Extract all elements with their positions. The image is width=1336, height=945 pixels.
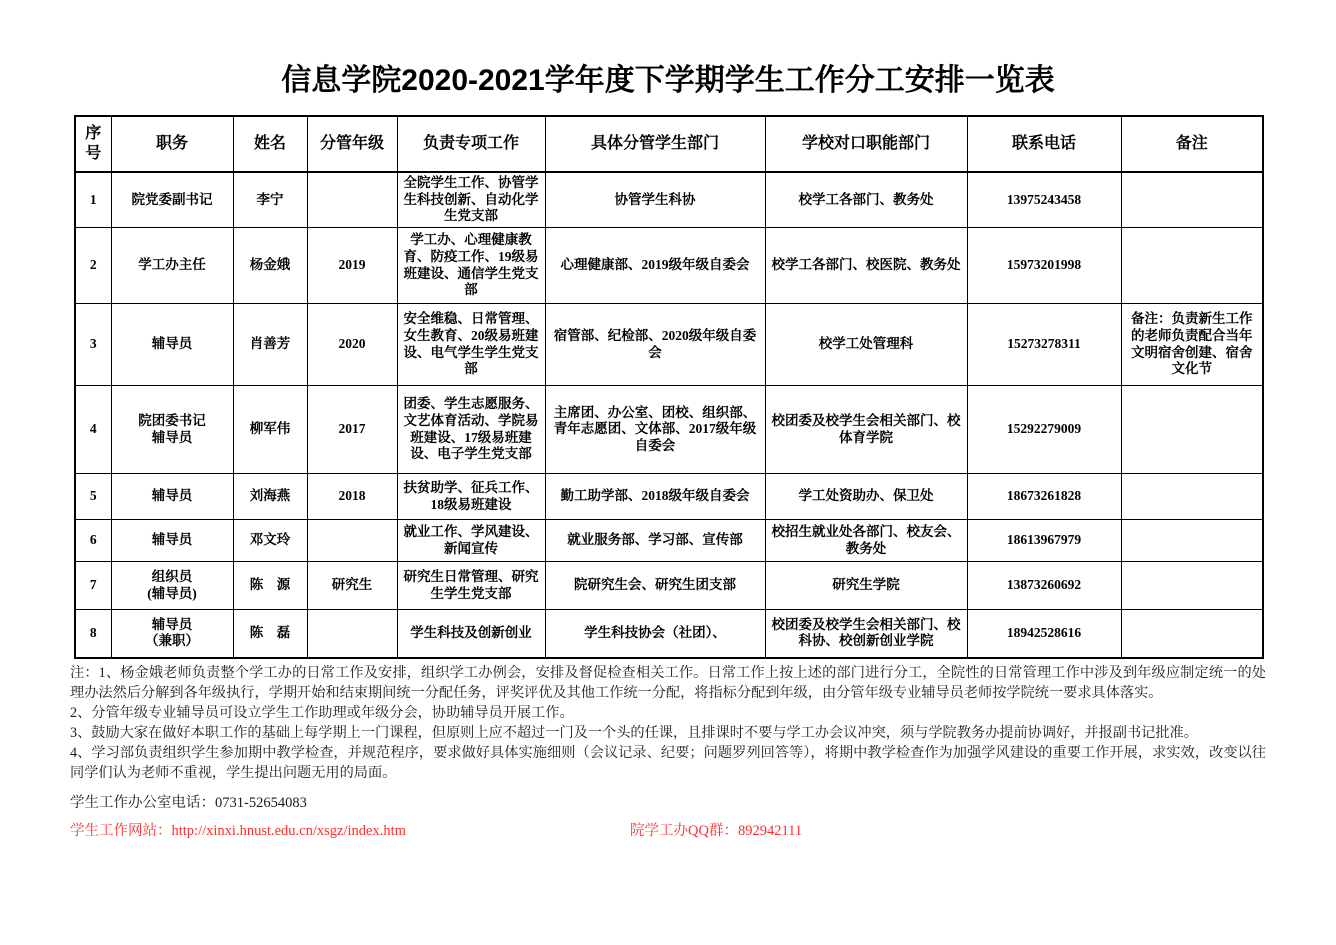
row-work: 就业工作、学风建设、新闻宣传 xyxy=(397,520,545,562)
row-grade xyxy=(307,520,397,562)
row-work: 学工办、心理健康教育、防疫工作、19级易班建设、通信学生党支部 xyxy=(397,228,545,304)
table-row xyxy=(75,304,1263,386)
row-phone: 15292279009 xyxy=(967,386,1121,474)
assignment-table xyxy=(74,115,1264,659)
row-grade: 研究生 xyxy=(307,562,397,610)
row-remark xyxy=(1121,562,1263,610)
row-grade: 2017 xyxy=(307,386,397,474)
row-school-dept: 校学工各部门、校医院、教务处 xyxy=(765,228,967,304)
row-remark xyxy=(1121,610,1263,658)
row-remark: 备注：负责新生工作的老师负责配合当年文明宿舍创建、宿舍文化节 xyxy=(1121,304,1263,386)
table-row xyxy=(75,562,1263,610)
row-student-dept: 心理健康部、2019级年级自委会 xyxy=(545,228,765,304)
row-index: 5 xyxy=(75,474,111,520)
row-work: 学生科技及创新创业 xyxy=(397,610,545,658)
note-item-1: 注：1、杨金娥老师负责整个学工办的日常工作及安排，组织学工办例会，安排及督促检查相关工作。日常工作上按上述的部门进行分工，全院性的日常管理工作中涉及到年级应制定统一的处理办法然后分解到各年级执行，学期开始和结束期间统一分配任务，评奖评优及其他工作统一分配，将指标分配到年级，由分管年级专业辅导员老师按学院统一要求具体落实。 xyxy=(70,664,1266,701)
row-school-dept: 研究生学院 xyxy=(765,562,967,610)
column-header-remark: 备注 xyxy=(1121,116,1263,172)
row-index: 1 xyxy=(75,172,111,228)
notes-section xyxy=(70,663,1266,784)
qq-group-label: 院学工办QQ群：892942111 xyxy=(630,823,803,840)
row-post xyxy=(111,386,233,474)
row-post: 辅导员 xyxy=(111,304,233,386)
column-header-name: 姓名 xyxy=(233,116,307,172)
row-post-line1: 院团委书记 xyxy=(138,412,206,428)
column-header-index xyxy=(75,116,111,172)
row-school-dept: 校招生就业处各部门、校友会、教务处 xyxy=(765,520,967,562)
row-post xyxy=(111,562,233,610)
column-header-phone: 联系电话 xyxy=(967,116,1121,172)
row-post-line1: 辅导员 xyxy=(151,616,193,632)
row-post-line2: （兼职） xyxy=(145,633,199,649)
note-item-4: 4、学习部负责组织学生参加期中教学检查，并规范程序，要求做好具体实施细则（会议记录、纪要；问题罗列回答等），将期中教学检查作为加强学风建设的重要工作开展，求实效，改变以往同学们认为老师不重视，学生提出问题无用的局面。 xyxy=(70,745,1266,782)
row-name: 陈 源 xyxy=(233,562,307,610)
row-remark xyxy=(1121,172,1263,228)
row-name: 陈 磊 xyxy=(233,610,307,658)
row-phone: 18673261828 xyxy=(967,474,1121,520)
row-student-dept: 院研究生会、研究生团支部 xyxy=(545,562,765,610)
row-phone: 15273278311 xyxy=(967,304,1121,386)
row-phone: 13975243458 xyxy=(967,172,1121,228)
row-phone: 18942528616 xyxy=(967,610,1121,658)
row-school-dept: 学工处资助办、保卫处 xyxy=(765,474,967,520)
row-grade: 2018 xyxy=(307,474,397,520)
row-index: 2 xyxy=(75,228,111,304)
row-school-dept: 校学工各部门、教务处 xyxy=(765,172,967,228)
table-row xyxy=(75,172,1263,228)
row-post: 学工办主任 xyxy=(111,228,233,304)
row-name: 肖善芳 xyxy=(233,304,307,386)
row-post: 院党委副书记 xyxy=(111,172,233,228)
row-school-dept: 校团委及校学生会相关部门、校科协、校创新创业学院 xyxy=(765,610,967,658)
row-name: 刘海燕 xyxy=(233,474,307,520)
note-item-3: 3、鼓励大家在做好本职工作的基础上每学期上一门课程，但原则上应不超过一门及一个头的任课，且排课时不要与学工办会议冲突，须与学院教务办提前协调好，并报副书记批准。 xyxy=(70,725,1198,742)
row-work: 安全维稳、日常管理、女生教育、20级易班建设、电气学生学生党支部 xyxy=(397,304,545,386)
row-grade: 2020 xyxy=(307,304,397,386)
office-phone-line: 学生工作办公室电话：0731-52654083 xyxy=(70,794,307,811)
table-row xyxy=(75,610,1263,658)
row-work: 研究生日常管理、研究生学生党支部 xyxy=(397,562,545,610)
row-student-dept: 就业服务部、学习部、宣传部 xyxy=(545,520,765,562)
contact-red-line xyxy=(70,821,1266,842)
row-student-dept: 学生科技协会（社团）、 xyxy=(545,610,765,658)
row-post: 辅导员 xyxy=(111,520,233,562)
row-remark xyxy=(1121,520,1263,562)
row-index: 4 xyxy=(75,386,111,474)
table-row xyxy=(75,474,1263,520)
row-student-dept: 勤工助学部、2018级年级自委会 xyxy=(545,474,765,520)
row-grade xyxy=(307,172,397,228)
assignment-table-body xyxy=(75,172,1263,658)
table-header-row xyxy=(75,116,1263,172)
row-index: 3 xyxy=(75,304,111,386)
table-row xyxy=(75,386,1263,474)
row-post-line2: (辅导员) xyxy=(147,585,197,601)
column-header-index-line2: 号 xyxy=(85,145,102,162)
row-school-dept: 校团委及校学生会相关部门、校体育学院 xyxy=(765,386,967,474)
row-remark xyxy=(1121,474,1263,520)
column-header-index-line1: 序 xyxy=(85,125,102,143)
row-index: 8 xyxy=(75,610,111,658)
column-header-post: 职务 xyxy=(111,116,233,172)
assignment-table-container xyxy=(74,115,1262,659)
row-phone: 15973201998 xyxy=(967,228,1121,304)
row-post-line1: 组织员 xyxy=(151,568,193,584)
row-phone: 18613967979 xyxy=(967,520,1121,562)
row-name: 李宁 xyxy=(233,172,307,228)
row-index: 7 xyxy=(75,562,111,610)
note-item-2: 2、分管年级专业辅导员可设立学生工作助理或年级分会，协助辅导员开展工作。 xyxy=(70,705,574,722)
table-row xyxy=(75,228,1263,304)
row-post: 辅导员 xyxy=(111,474,233,520)
row-work: 全院学生工作、协管学生科技创新、自动化学生党支部 xyxy=(397,172,545,228)
column-header-work: 负责专项工作 xyxy=(397,116,545,172)
row-grade xyxy=(307,610,397,658)
row-index: 6 xyxy=(75,520,111,562)
table-row xyxy=(75,520,1263,562)
row-name: 邓文玲 xyxy=(233,520,307,562)
row-post xyxy=(111,610,233,658)
row-phone: 13873260692 xyxy=(967,562,1121,610)
row-work: 团委、学生志愿服务、文艺体育活动、学院易班建设、17级易班建设、电子学生党支部 xyxy=(397,386,545,474)
row-remark xyxy=(1121,386,1263,474)
row-post-line2: 辅导员 xyxy=(151,429,193,445)
student-work-website-link[interactable]: 学生工作网站：http://xinxi.hnust.edu.cn/xsgz/index.htm xyxy=(70,823,406,840)
row-remark xyxy=(1121,228,1263,304)
row-school-dept: 校学工处管理科 xyxy=(765,304,967,386)
row-student-dept: 主席团、办公室、团校、组织部、青年志愿团、文体部、2017级年级自委会 xyxy=(545,386,765,474)
row-name: 杨金娥 xyxy=(233,228,307,304)
row-name: 柳军伟 xyxy=(233,386,307,474)
column-header-grade: 分管年级 xyxy=(307,116,397,172)
row-student-dept: 协管学生科协 xyxy=(545,172,765,228)
page-title: 信息学院2020-2021学年度下学期学生工作分工安排一览表 xyxy=(281,64,1055,97)
column-header-school-dept: 学校对口职能部门 xyxy=(765,116,967,172)
row-student-dept: 宿管部、纪检部、2020级年级自委会 xyxy=(545,304,765,386)
column-header-student-dept: 具体分管学生部门 xyxy=(545,116,765,172)
row-work: 扶贫助学、征兵工作、18级易班建设 xyxy=(397,474,545,520)
row-grade: 2019 xyxy=(307,228,397,304)
